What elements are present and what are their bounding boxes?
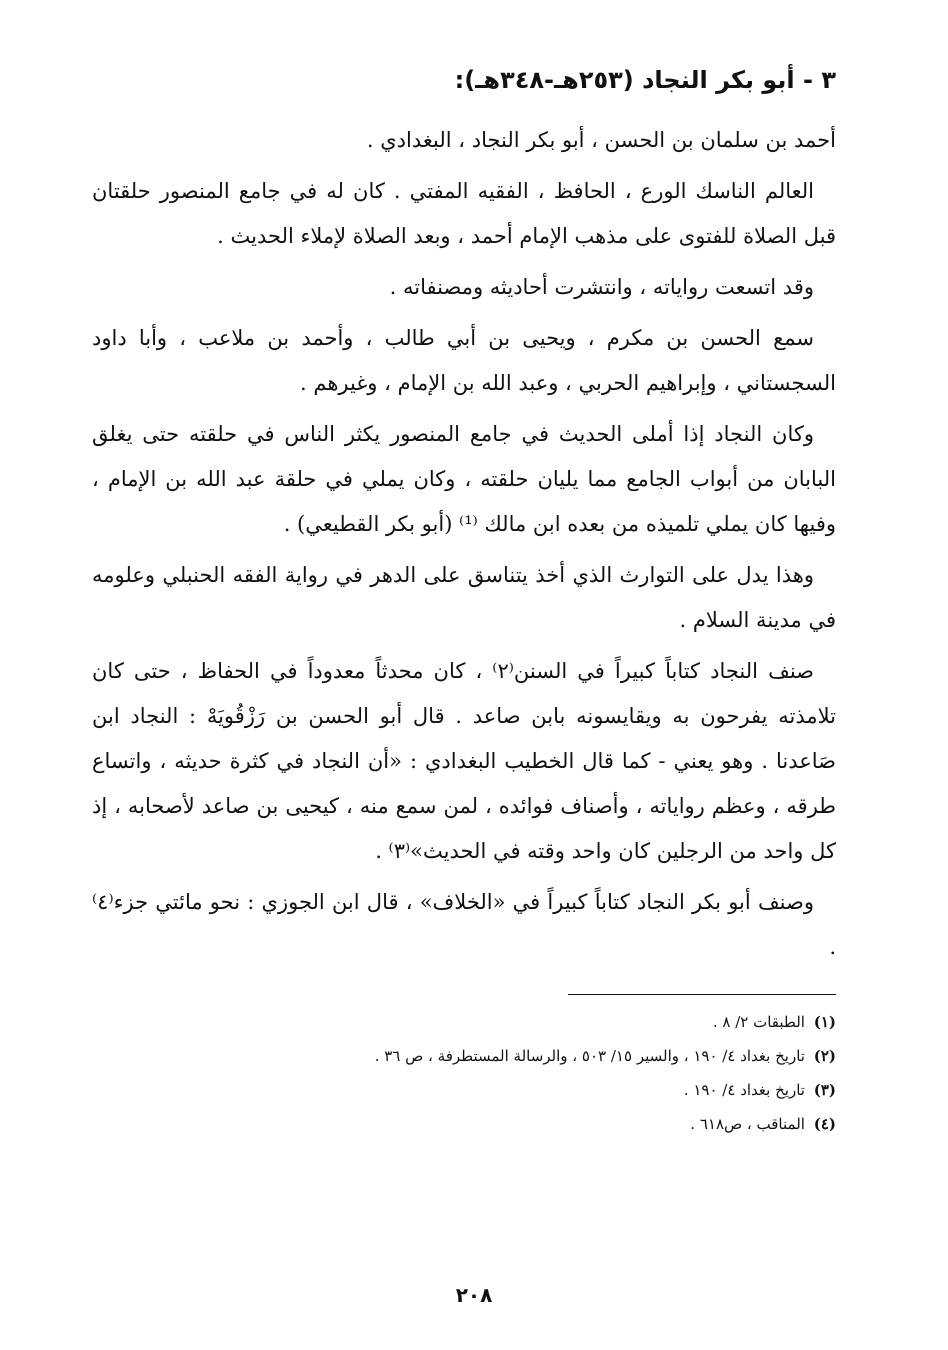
footnote-text: تاريخ بغداد ٤/ ١٩٠ ، والسير ١٥/ ٥٠٣ ، والرسالة المستطرفة ، ص ٣٦ . — [374, 1047, 805, 1065]
body-text — [92, 118, 836, 970]
footnote-separator — [568, 994, 836, 995]
paragraph: وصنف أبو بكر النجاد كتاباً كبيراً في «الخلاف» ، قال ابن الجوزي : نحو مائتي جزء⁽٤⁾ . — [92, 890, 836, 959]
paragraph: وقد اتسعت رواياته ، وانتشرت أحاديثه ومصنفاته . — [389, 275, 814, 299]
footnote-number: (٣) — [813, 1081, 836, 1099]
footnote-number: (٤) — [813, 1115, 836, 1133]
footnote-number: (٢) — [813, 1047, 836, 1065]
paragraph: العالم الناسك الورع ، الحافظ ، الفقيه المفتي . كان له في جامع المنصور حلقتان قبل الصلاة للفتوى على مذهب الإمام أحمد ، وبعد الصلاة لإملاء الحديث . — [92, 179, 836, 248]
footnote-text: المناقب ، ص٦١٨ . — [690, 1115, 805, 1133]
footnotes — [92, 1005, 836, 1141]
footnote-text: تاريخ بغداد ٤/ ١٩٠ . — [683, 1081, 805, 1099]
paragraph: سمع الحسن بن مكرم ، ويحيى بن أبي طالب ، وأحمد بن ملاعب ، وأبا داود السجستاني ، وإبراهيم الحربي ، وعبد الله بن الإمام ، وغيرهم . — [92, 326, 836, 395]
book-page — [92, 60, 836, 1340]
footnote — [92, 1107, 836, 1141]
paragraph: وكان النجاد إذا أملى الحديث في جامع المنصور يكثر الناس في حلقته حتى يغلق البابان من أبواب الجامع مما يليان حلقته ، وكان يملي في حلقة عبد الله بن الإمام ، وفيها كان يملي تلميذه من بعده ابن مالك ⁽¹⁾ (أبو بكر القطيعي) . — [92, 422, 836, 536]
footnote-number: (١) — [813, 1013, 836, 1031]
paragraph: صنف النجاد كتاباً كبيراً في السنن⁽٢⁾ ، كان محدثاً معدوداً في الحفاظ ، حتى كان تلامذته يفرحون به ويقايسونه بابن صاعد . قال أبو الحسن بن رَزْقُويَهْ : النجاد ابن صَاعدنا . وهو يعني - كما قال الخطيب البغدادي : «أن النجاد في كثرة حديثه ، واتساع طرقه ، وعظم رواياته ، وأصناف فوائده ، لمن سمع منه ، كيحيى بن صاعد لأصحابه ، إذ كل واحد من الرجلين كان واحد وقته في الحديث»⁽٣⁾ . — [92, 659, 836, 863]
footnote — [92, 1039, 836, 1073]
paragraph: وهذا يدل على التوارث الذي أخذ يتناسق على الدهر في رواية الفقه الحنبلي وعلومه في مدينة السلام . — [92, 563, 836, 632]
footnote-text: الطبقات ٢/ ٨ . — [712, 1013, 805, 1031]
footnote — [92, 1005, 836, 1039]
footnote — [92, 1073, 836, 1107]
paragraph: أحمد بن سلمان بن الحسن ، أبو بكر النجاد ، البغدادي . — [366, 128, 836, 152]
section-heading: ٣ - أبو بكر النجاد (٢٥٣هـ-٣٤٨هـ): — [454, 66, 836, 94]
page-number: ٢٠٨ — [455, 1283, 493, 1307]
